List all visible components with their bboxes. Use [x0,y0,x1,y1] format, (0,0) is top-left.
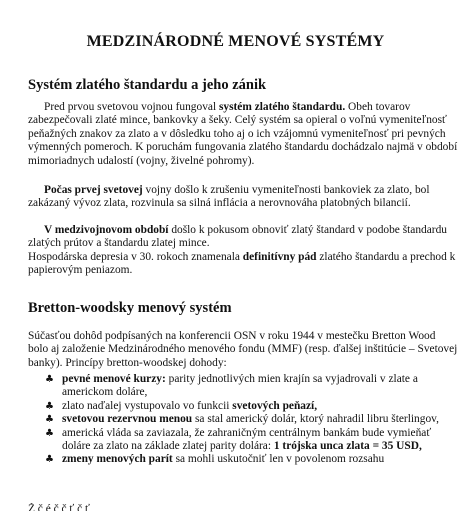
bold-term: zmeny menových parít [62,453,173,466]
principles-list [45,373,455,467]
bold-term: Počas prvej svetovej [44,184,143,196]
document-title: MEDZINÁRODNÉ MENOVÉ SYSTÉMY [86,33,385,50]
text-run: došlo k pokusom obnoviť zlatý štandard v podobe štandardu zlatých prútov a štandardu zlatej mince. [28,224,447,250]
bold-term: systém zlatého štandardu. [218,101,346,113]
text-run: sa mohli uskutočniť len v povolenom rozsahu [172,453,385,466]
text-run: Obeh tovarov zabezpečovali zlaté mince, bankovky a šeky. Celý systém sa opieral o voľnú vymeniteľnosť peňažných znakov za zlato a v dôsledku toho aj o ich vzájomnú vymeniteľnosť pri pevných výmenných pomeroch. K poruchám fungovania zlatého štandardu dochádzalo najmä v období mimoriadnych udalostí (vojny, živelné pohromy). [28,101,458,167]
bold-term: svetových peňazí, [232,399,318,412]
club-bullet-icon: ♣ [45,454,54,466]
cut-off-text-line: Ž č é č č ť č ť [28,503,90,511]
club-bullet-icon: ♣ [45,400,54,412]
text-run: zlato naďalej vystupovalo vo funkcii [62,399,233,412]
bold-term: V medzivojnovom období [44,224,169,236]
section-heading-gold-standard: Systém zlatého štandardu a jeho zánik [28,77,267,93]
bold-term: 1 trójska unca zlata = 35 USD, [273,440,422,453]
principle-item [45,453,455,466]
text-run: zlatého štandardu a prechod k papierovým peniazom. [28,250,456,277]
paragraph-bretton-woods-intro: Súčasťou dohôd podpísaných na konferencii OSN v roku 1944 v mestečku Bretton Wood bolo aj založenie Medzinárodného menového fondu (MMF) (resp. ďalšej inštitúcie – Svetovej banky). Princípy bretton-woodskej dohody: [28,330,458,369]
principle-item [45,400,455,413]
bold-term: definitívny pád [242,250,317,263]
principle-item [45,373,455,400]
principle-item [45,427,455,454]
bold-term: svetovou rezervnou menou [62,413,193,426]
text-run: Pred prvou svetovou vojnou fungoval [44,101,219,113]
club-bullet-icon: ♣ [45,427,54,439]
paragraph-interwar [28,224,458,278]
bold-term: pevné menové kurzy: [62,373,166,385]
text-run: parity jednotlivých mien krajín sa vyjadrovali v zlate a americkom doláre, [62,373,418,399]
text-run: vojny došlo k zrušeniu vymeniteľnosti bankoviek za zlato, bol zakázaný vývoz zlata, rozvinula sa silná inflácia a nerovnováha platobných bilancií. [28,184,430,210]
club-bullet-icon: ♣ [45,374,54,385]
club-bullet-icon: ♣ [45,414,54,426]
principle-item [45,413,455,426]
text-run: americká vláda sa zaviazala, že zahraničným centrálnym bankám bude vymieňať doláre za zlato na základe zlatej parity dolára: [62,426,432,453]
paragraph-first-world-war [28,184,458,211]
text-run: sa stal americký dolár, ktorý nahradil libru šterlingov, [192,413,439,426]
paragraph-gold-standard-intro [28,101,458,168]
text-run: Hospodárska depresia v 30. rokoch znamenala [28,250,243,263]
section-heading-bretton-woods: Bretton-woodsky menový systém [28,300,232,316]
